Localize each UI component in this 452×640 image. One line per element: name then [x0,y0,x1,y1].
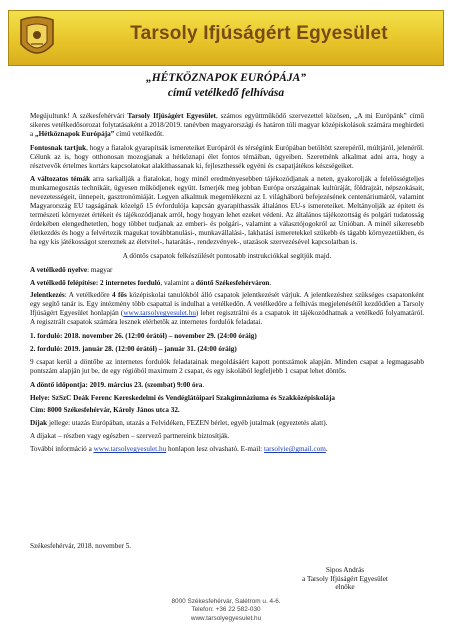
prizes-label: Díjak [30,419,48,428]
structure-text: , valamint a [160,278,196,287]
contact-text: honlapon lesz olvasható. E-mail: [166,445,264,454]
document-title: „HÉTKÖZNAPOK EURÓPÁJA” [145,72,307,84]
final-date: A döntő időpontja: 2019. március 23. (szombat) 9:00 óra [30,380,203,389]
topics-text: arra sarkallják a fiatalokat, hogy minél eredményesebben tájékozódjanak a neten, gyakorolják a felelősségteljes munkamegosztás technikáit, ügyesen működjenek együtt. Ismerjék meg jobban Európa országainak kultúráját, földrajzát, népszokásait, nevezetességeit, ünnepeit, gasztronómiáját. Legyen alkalmuk megemlékezni az I. világháború befejezésének centenáriumáról, valamint Magyarország EU tagságának közelgő 15 évfordulója kapcsán gyarapíthassák általános EU-s ismereteiket. Meltányolják az épített és természeti környezet értékeit és tájékozódjanak arról, hogy hogyan lehet ezeket védeni. Az általános tájékozottság és polgári tudatosság érdekében elengedhetetlen, hogy többet tudjanak az emberi- és polgári-, valamint a választójogokról az Unióban. A minél sikeresebb életkezdés és hogy a felvértezik magukat továbbtanulási-, munkavállalási-, lakhatási ismeretekkel szükebb és tágabb környezetükben, és ha egy kis játékosságot szereznek az életvitel-, hatarátás-, rendezvények-, utazások szervezésével kapcsolatban is. [30,175,424,246]
topics-lead: A változatos témák [30,175,91,184]
structure-label: A vetélkedő felépítése: 2 internetes forduló [30,278,161,287]
document-date: Székesfehérvár, 2018. november 5. [30,542,132,550]
email-link[interactable]: tarsolyie@gmail.com [263,445,326,454]
venue-line [30,394,424,403]
application-text: ) lehet regisztrálni és a csapatok itt tájékozódhatnak a vetélkedő folyamatáról. A regisztrált csapatok számára lesznek elérhetők az internetes fordulók feladatai. [30,309,425,327]
prizes-line [30,419,424,428]
org-name-inline: Tarsoly Ifjúságért Egyesület [127,112,216,120]
application-paragraph [30,291,424,327]
intro-text: , számos együttműködő szervezettel közösen, „A mi Európánk” című sikeres vetélkedősorozat folytatásaként a 2018/2019. tanévben magyarországi és határon túli magyar középiskolások számára meghirdeti a [30,112,424,138]
goals-paragraph [30,144,424,171]
contact-line [30,445,424,454]
contact-text: További információ a [30,445,94,454]
final-qualification: 9 csapat kerül a döntőbe az internetes fordulók feladatainak megoldásáért kapott pontszámok alapján. Minden csapat a legmagasabb pontszám alapján jut be, de egy régióból maximum 2 csapat, és egy iskolából legfeljebb 1 csapat lehet döntős. [30,357,424,375]
topics-paragraph [30,175,424,246]
final-date-line [30,381,424,390]
language-value: : magyar [87,265,113,274]
prizes-text: jellege: utazás Európában, utazás a Felvidéken, FEZEN bérlet, egyéb jutalmak (egyeztetés alatt). [47,419,328,428]
document-body [30,112,424,459]
competition-name-inline: „Hétköznapok Európája” [35,129,115,138]
round-2-dates [30,345,424,354]
signer-organization: a Tarsoly Ifjúságért Egyesület [302,574,388,583]
intro-text: című vetélkedőt. [114,129,164,138]
goals-lead: Fontosnak tartjuk [30,143,87,152]
goals-text: , hogy a fiatalok gyarapítsák ismereteiket Európáról és térségünk Európában betöltött szerepéről, múltjáról, jelenéről. Célunk az is, hogy otthonosan mozogjanak a hétköznapi élet fontos témáiban, ügyeiben. Szeretnénk alkalmat adni arra, hogy a résztvevők értelmes kortárs kapcsolatokat alakíthassanak ki, fejleszthessék egyéni és csapatjátékos készségeiket. [30,143,424,170]
address-line [30,406,424,415]
round-1-dates [30,332,424,341]
final-date-punct: . [202,380,205,389]
language-line [30,266,424,275]
venue-name: SzSzC Deák Ferenc Kereskedelmi és Vendéglátóipari Szakgimnáziuma és Szakközépiskolája [51,393,335,402]
venue-address: Cím: 8000 Székesfehérvár, Károly János utca 32. [30,406,180,415]
round-1-text: 1. forduló: 2018. november 26. (12:00 órától) – november 29. (24:00 óráig) [30,332,257,341]
team-size: 4 fős [111,291,127,300]
signer-name: Sipos András [325,566,365,574]
application-label: Jelentkezés [30,291,65,300]
letterhead-footer [0,598,452,623]
venue-label: Helye: [30,393,52,402]
intro-text: Megújultunk! A székesfehérvári [30,112,128,120]
website-link[interactable]: www.tarsolyegyesulet.hu [93,445,167,454]
document-subtitle: című vetélkedő felhívása [167,87,285,99]
structure-text: . [269,278,272,287]
signature-block [290,566,400,592]
structure-line [30,279,424,288]
language-label: A vetélkedő nyelve [30,265,88,274]
application-text: középiskolai tanulókból álló csapatok jelentkezését várjuk. A jelentkezéshez szükséges csapatonként egy segítő tanár is. Egy intézmény több csapattal is indulhat a vetélkedőn. A vetélkedőre a felhívás megjelenésétől kezdődően a Tarsoly Ifjúságért Egyesület honlapján ( [30,291,424,318]
letterhead-banner [8,10,444,66]
organization-name: Tarsoly Ifjúságért Egyesület [130,23,388,44]
contact-text: . [325,445,328,454]
footer-address: 8000 Székesfehérvár, Salétrom u. 4-6. [171,598,281,605]
organization-logo [13,14,61,64]
registration-link[interactable]: www.tarsolyegyesulet.hu [123,309,196,318]
footer-website: www.tarsolyegyesulet.hu [190,614,262,622]
signer-role: elnöke [335,583,355,592]
prizes-note: A díjakat – részben vagy egészben – szervező partnereink biztosítják. [30,432,230,441]
round-2-text: 2. forduló: 2019. január 28. (12:00 órától) – január 31. (24:00 óráig) [30,344,237,353]
intro-paragraph [30,112,424,139]
footer-phone: Telefon: +36 22 582-030 [191,606,261,614]
structure-final: döntő Székesfehérváron [195,278,270,287]
application-text: : A vetélkedőre [64,291,112,300]
preparation-note: A döntős csapatok felkészülését pontosabb instrukciókkal segítjük majd. [122,251,332,260]
